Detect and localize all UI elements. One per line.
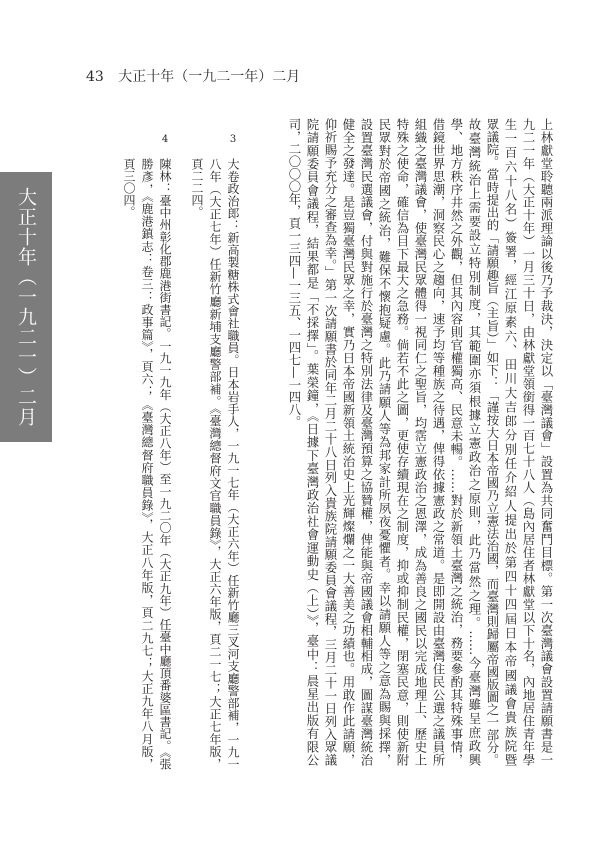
text-column: 設置臺灣民選議會，付與對施行於臺灣之特別法律及臺灣預算之協贊權，俾能與帝國議會相輔相成，圖謀臺灣統治 bbox=[359, 118, 374, 766]
text-column: 民眾對於帝國之統治，難保不懷抱疑慮。此乃請願人等為邦家計所夙夜憂懼者。幸以請願人等之意為賜與採擇， bbox=[377, 118, 392, 766]
footnote-column: 大卷政治郎：新高製糖株式會社職員。日本岩手人，一九一七年（大正六年）任新竹廳三叉河支廳警部補，一九一 bbox=[226, 158, 240, 770]
side-thumb-tab bbox=[0, 172, 52, 442]
footnote-column: 頁二二四。 bbox=[190, 158, 204, 218]
footnote-marker: 4 bbox=[161, 134, 169, 145]
text-column: 九二一年（大正十年）一月三十日，由林獻堂領銜得一百七十八人（島內居住者林獻堂以下十名，內地居住青年學 bbox=[521, 118, 536, 766]
text-column: 仰祈賜予充分之審查為幸。」第一次請願書於同年二月二十八日列入貴族院請願委員會議程，三月二十一日列入眾議 bbox=[323, 118, 338, 766]
footnote-column: 陳林：臺中州彰化郡鹿港街書記。一九一九年（大正八年）至一九二〇年（大正九年）任臺中廳頂番婆區書記。《張 bbox=[158, 158, 172, 770]
text-column: 組織之臺灣議會，使臺灣民眾體得一視同仁之聖旨，均霑立憲政治之恩澤，成為善良之國民以完成地理上、歷史上 bbox=[413, 118, 428, 766]
text-column: 生一百六十八名）簽署，經江原素六、田川大吉郎分別任介紹人提出於第四十四屆日本帝國議會貴族院暨 bbox=[503, 118, 518, 766]
text-column: 故臺灣統治上需要設立特別制度，其範圍亦須根據立憲政治之原則，此乃當然之理。……今臺灣雖呈庶政興 bbox=[467, 118, 482, 766]
text-column: 健全之發達。是豈獨臺灣民眾之幸，實乃日本帝國新領土統治史上光輝燦爛之一大善美之功績也。用敢作此請願， bbox=[341, 118, 356, 766]
text-column: 借鏡世界思潮，洞察民心之趨向，速予均等種族之待遇，俾得依據憲政之常道。是即開設由臺灣住民公選之議員所 bbox=[431, 118, 446, 766]
text-column: 眾議院。當時提出的「請願趣旨（主旨）」如下：「謹按大日本帝國乃立憲法治國，而臺灣則歸屬帝國版圖之一部分。 bbox=[485, 118, 500, 766]
text-column: 上林獻堂聆聽兩派理論以後乃予裁決，決定以「臺灣議會」設置為共同奮鬥目標。第一次臺灣議會設置請願書是一 bbox=[539, 118, 554, 766]
running-header bbox=[86, 68, 300, 86]
text-column: 特殊之使命，確信為目下最大之急務。倘若不此之圖，更使存續現在之制度，抑或抑制民權，閉塞民意，則使新附 bbox=[395, 118, 410, 766]
running-title: 大正十年（一九二一年）二月 bbox=[118, 69, 301, 85]
page-number: 43 bbox=[86, 69, 104, 85]
text-column: 學、地方秩序井然之外觀，但其內容則官權獨高、民意未暢。……對於新領土臺灣之統治，務要參酌其特殊事情， bbox=[449, 118, 464, 766]
footnote-column: 八年（大正七年）任新竹廳新埔支廳警部補。《臺灣總督府文官職員錄》，大正六年版，頁二一七；大正七年版， bbox=[208, 158, 222, 770]
text-column: 院請願委員會議程，結果都是「不採擇」。葉榮鐘，《日據下臺灣政治社會運動史（上）》，臺中：晨星出版有限公 bbox=[305, 118, 320, 766]
footnote-column: 頁三〇四。 bbox=[122, 158, 136, 218]
footnote-column: 勝彥，《鹿港鎮志：卷三：政事篇》，頁六；《臺灣總督府職員錄》，大正八年版，頁二九七；大正九年八月版， bbox=[140, 158, 154, 770]
footnote-marker: 3 bbox=[229, 134, 237, 145]
side-tab-label: 大正十年（一九二一）二月 bbox=[15, 187, 37, 427]
text-column: 司，二〇〇〇年，頁一三四—一三五、一四七—一四八。 bbox=[287, 118, 302, 428]
